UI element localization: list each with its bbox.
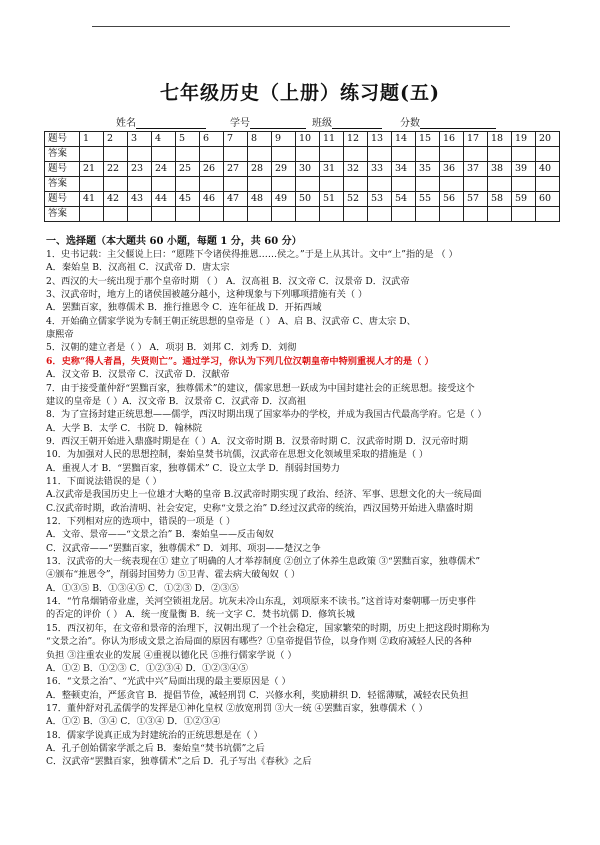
answer-cell[interactable] <box>488 177 512 192</box>
answer-cell[interactable] <box>320 147 344 162</box>
answer-cell[interactable] <box>296 147 320 162</box>
question-line: 12．下列相对应的选项中，错误的一项是（ ） <box>46 516 236 527</box>
answer-cell[interactable] <box>512 207 536 222</box>
question-line: 11．下面说法错误的是（ ） <box>46 475 162 487</box>
question-line: C．汉武帝——“罢黜百家，独尊儒术” D．刘邦、项羽——楚汉之争 <box>46 542 321 554</box>
question-line: “文景之治”。你认为形成文景之治局面的原因有哪些？①皇帝提倡节俭，以身作则 ②政府减轻人民的各种 <box>46 636 472 648</box>
question-number-cell: 54 <box>392 192 416 207</box>
answer-cell[interactable] <box>368 207 392 222</box>
question-line: 4．开始确立儒家学说为专制王朝正统思想的皇帝是（ ） A、启 B、汉武帝 C、唐太宗 D、 <box>46 315 416 327</box>
question-number-cell: 25 <box>176 162 200 177</box>
question-line: 7．由于接受董仲舒“罢黜百家，独尊儒术”的建议，儒家思想一跃成为中国封建社会的正统思想。接受这个 <box>46 382 475 394</box>
question-number-cell: 33 <box>368 162 392 177</box>
answer-cell[interactable] <box>392 177 416 192</box>
question-line: A．大学 B．太学 C．书院 D．翰林院 <box>46 422 202 434</box>
question-line: 3、汉武帝时，地方上的诸侯国被越分越小，这种现象与下列哪项措施有关（ ） <box>46 289 368 301</box>
name-field: 姓名 <box>116 114 206 129</box>
question-number-cell: 24 <box>152 162 176 177</box>
answer-row <box>45 147 560 162</box>
answer-cell[interactable] <box>272 147 296 162</box>
question-line: 17．董仲舒对孔孟儒学的发挥是①神化皇权 ②放宽刑罚 ③大一统 ④罢黜百家，独尊儒术（ ） <box>46 702 428 714</box>
question-line: 康熙帝 <box>46 329 74 341</box>
answer-cell[interactable] <box>368 147 392 162</box>
answer-cell[interactable] <box>344 207 368 222</box>
answer-cell[interactable] <box>152 147 176 162</box>
question-line: 1．史书记载：主父偃说上曰：“愿陛下令诸侯得推恩……侯之。”于是上从其计。文中“上”指的是 （ ） <box>46 249 458 260</box>
question-line: 8．为了宣扬封建正统思想——儒学，西汉时期出现了国家举办的学校，并成为我国古代最高学府。它是（ ） <box>46 409 487 421</box>
question-number-cell: 41 <box>80 192 104 207</box>
row-label: 答案 <box>45 207 80 222</box>
row-label: 题号 <box>45 162 80 177</box>
answer-cell[interactable] <box>536 177 560 192</box>
answer-cell[interactable] <box>80 207 104 222</box>
question-number-cell: 29 <box>272 162 296 177</box>
question-number-cell: 44 <box>152 192 176 207</box>
question-number-cell: 49 <box>272 192 296 207</box>
answer-cell[interactable] <box>464 177 488 192</box>
answer-cell[interactable] <box>176 207 200 222</box>
question-number-cell: 14 <box>392 132 416 147</box>
question-number-cell: 31 <box>320 162 344 177</box>
question-number-cell: 16 <box>440 132 464 147</box>
answer-row <box>45 177 560 192</box>
question-line: A．罢黜百家，独尊儒术 B．推行推恩令 C．连年征战 D．开拓西域 <box>46 302 322 314</box>
answer-table <box>44 131 560 222</box>
question-number-cell: 59 <box>512 192 536 207</box>
question-number-cell: 57 <box>464 192 488 207</box>
answer-cell[interactable] <box>512 147 536 162</box>
question-line: 9．西汉王朝开始进入鼎盛时期是在（ ）A．汉文帝时期 B．汉景帝时期 C．汉武帝时期 D．汉元帝时期 <box>46 435 468 447</box>
answer-cell[interactable] <box>104 177 128 192</box>
score-field: 分数 <box>400 114 496 129</box>
question-number-cell: 6 <box>200 132 224 147</box>
question-number-cell: 11 <box>320 132 344 147</box>
answer-cell[interactable] <box>224 147 248 162</box>
page-title: 七年级历史（上册）练习题(五) <box>160 82 440 104</box>
answer-cell[interactable] <box>392 147 416 162</box>
answer-cell[interactable] <box>416 177 440 192</box>
answer-cell[interactable] <box>416 207 440 222</box>
question-line: 16．“文景之治”、“光武中兴”局面出现的最主要原因是（ ） <box>46 676 291 688</box>
question-number-cell: 5 <box>176 132 200 147</box>
question-line: 15．西汉初年，在文帝和景帝的治理下，汉朝出现了一个社会稳定，国家繁荣的时期，历史上把这段时期称为 <box>46 622 490 634</box>
question-line: C．汉武帝“罢黜百家，独尊儒术”之后 D．孔子写出《春秋》之后 <box>46 756 312 768</box>
question-number-cell: 19 <box>512 132 536 147</box>
answer-cell[interactable] <box>464 147 488 162</box>
question-number-cell: 55 <box>416 192 440 207</box>
answer-cell[interactable] <box>296 177 320 192</box>
question-number-cell: 22 <box>104 162 128 177</box>
question-number-cell: 34 <box>392 162 416 177</box>
question-number-cell: 15 <box>416 132 440 147</box>
answer-cell[interactable] <box>176 147 200 162</box>
question-number-cell: 37 <box>464 162 488 177</box>
question-number-cell: 50 <box>296 192 320 207</box>
question-number-cell: 8 <box>248 132 272 147</box>
question-number-cell: 45 <box>176 192 200 207</box>
answer-cell[interactable] <box>440 147 464 162</box>
row-label: 题号 <box>45 192 80 207</box>
question-line: 14．“竹帛烟销帝业虚，关河空锁祖龙居。坑灰未冷山东乱，刘项原来不读书。”这首诗对秦朝哪一历史事件 <box>46 596 476 608</box>
top-rule <box>92 26 510 27</box>
question-line: A．①③⑤ B．①③④⑤ C．①②③ D．②③⑤ <box>46 582 239 594</box>
question-line: 6．史称“得人者昌，失贤则亡”。通过学习，你认为下列几位汉朝皇帝中特别重视人才的是（ ） <box>46 355 434 367</box>
question-line: A．秦始皇 B．汉高祖 C．汉武帝 D．唐太宗 <box>46 262 230 274</box>
question-line: A．汉文帝 B．汉景帝 C．汉武帝 D．汉献帝 <box>46 369 230 381</box>
answer-cell[interactable] <box>152 177 176 192</box>
question-number-cell: 20 <box>536 132 560 147</box>
answer-cell[interactable] <box>152 207 176 222</box>
answer-cell[interactable] <box>176 177 200 192</box>
question-number-cell: 52 <box>344 192 368 207</box>
row-label: 题号 <box>45 132 80 147</box>
question-number-cell: 18 <box>488 132 512 147</box>
question-number-cell: 32 <box>344 162 368 177</box>
answer-cell[interactable] <box>368 177 392 192</box>
answer-cell[interactable] <box>416 147 440 162</box>
answer-cell[interactable] <box>320 177 344 192</box>
question-line: A．①② B．③④ C．①③④ D．①②③④ <box>46 716 221 728</box>
question-number-cell: 39 <box>512 162 536 177</box>
question-line: 13．汉武帝的大一统表现在① 建立了明确的人才举荐制度 ②创立了休养生息政策 ③“罢黜百家，独尊儒术” <box>46 556 481 568</box>
answer-cell[interactable] <box>128 177 152 192</box>
question-number-row <box>45 132 560 147</box>
answer-cell[interactable] <box>536 207 560 222</box>
question-line: ④颁布“推恩令”，削弱封国势力 ⑤卫青、霍去病大破匈奴（ ） <box>46 569 301 581</box>
question-number-cell: 9 <box>272 132 296 147</box>
question-number-cell: 58 <box>488 192 512 207</box>
question-line: C.汉武帝时期，政治清明、社会安定，史称“文景之治” D.经过汉武帝的统治，西汉国势开始进入鼎盛时期 <box>46 502 473 514</box>
answer-cell[interactable] <box>464 207 488 222</box>
answer-cell[interactable] <box>488 207 512 222</box>
question-number-cell: 1 <box>80 132 104 147</box>
question-number-cell: 12 <box>344 132 368 147</box>
answer-cell[interactable] <box>104 207 128 222</box>
question-number-row <box>45 192 560 207</box>
question-number-cell: 56 <box>440 192 464 207</box>
question-number-cell: 40 <box>536 162 560 177</box>
question-number-row <box>45 162 560 177</box>
section-heading: 一、选择题（本大题共 60 小题，每题 1 分，共 60 分） <box>46 236 302 247</box>
answer-cell[interactable] <box>488 147 512 162</box>
question-line: A．①② B．①②③ C．①②③④ D．①②③④⑤ <box>46 662 248 674</box>
question-line: A．文帝、景帝——“文景之治” B．秦始皇——反击匈奴 <box>46 529 274 541</box>
answer-cell[interactable] <box>248 207 272 222</box>
question-number-cell: 2 <box>104 132 128 147</box>
row-label: 答案 <box>45 147 80 162</box>
question-number-cell: 28 <box>248 162 272 177</box>
question-number-cell: 23 <box>128 162 152 177</box>
question-number-cell: 42 <box>104 192 128 207</box>
answer-cell[interactable] <box>128 147 152 162</box>
answer-cell[interactable] <box>248 177 272 192</box>
question-number-cell: 21 <box>80 162 104 177</box>
answer-cell[interactable] <box>104 147 128 162</box>
answer-cell[interactable] <box>536 147 560 162</box>
answer-cell[interactable] <box>272 177 296 192</box>
question-number-cell: 4 <box>152 132 176 147</box>
question-number-cell: 30 <box>296 162 320 177</box>
question-number-cell: 17 <box>464 132 488 147</box>
question-number-cell: 36 <box>440 162 464 177</box>
question-line: 建议的皇帝是（ ）A．汉文帝 B．汉景帝 C．汉武帝 D．汉高祖 <box>46 395 306 407</box>
question-number-cell: 47 <box>224 192 248 207</box>
question-line: 10．为加强对人民的思想控制，秦始皇焚书坑儒，汉武帝在思想文化领域里采取的措施是（ ） <box>46 449 429 461</box>
question-number-cell: 43 <box>128 192 152 207</box>
answer-cell[interactable] <box>128 207 152 222</box>
answer-cell[interactable] <box>440 207 464 222</box>
question-number-cell: 3 <box>128 132 152 147</box>
answer-cell[interactable] <box>200 207 224 222</box>
answer-cell[interactable] <box>224 177 248 192</box>
question-line: A．整顿吏治，严惩贪官 B．提倡节俭，减轻刑罚 C．兴修水利，奖励耕织 D．轻徭薄赋，减轻农民负担 <box>46 689 469 701</box>
answer-cell[interactable] <box>512 177 536 192</box>
question-number-cell: 7 <box>224 132 248 147</box>
question-number-cell: 13 <box>368 132 392 147</box>
answer-cell[interactable] <box>320 207 344 222</box>
class-field: 班级 <box>312 114 382 129</box>
question-line: A．孔子创始儒家学派之后 B．秦始皇“焚书坑儒”之后 <box>46 742 265 754</box>
question-number-cell: 51 <box>320 192 344 207</box>
row-label: 答案 <box>45 177 80 192</box>
question-number-cell: 46 <box>200 192 224 207</box>
answer-cell[interactable] <box>440 177 464 192</box>
answer-cell[interactable] <box>296 207 320 222</box>
answer-cell[interactable] <box>224 207 248 222</box>
answer-cell[interactable] <box>248 147 272 162</box>
question-number-cell: 27 <box>224 162 248 177</box>
question-number-cell: 38 <box>488 162 512 177</box>
question-line: 18．儒家学说真正成为封建统治的正统思想是在（ ） <box>46 729 263 741</box>
answer-cell[interactable] <box>344 177 368 192</box>
answer-cell[interactable] <box>272 207 296 222</box>
answer-cell[interactable] <box>80 177 104 192</box>
question-line: 5．汉朝的建立者是（ ） A．项羽 B．刘邦 C．刘秀 D．刘彻 <box>46 342 297 354</box>
question-number-cell: 35 <box>416 162 440 177</box>
question-number-cell: 26 <box>200 162 224 177</box>
question-line: 2、西汉的大一统出现于那个皇帝时期 （ ） A．汉高祖 B．汉文帝 C．汉景帝 D．汉武帝 <box>46 275 410 287</box>
question-line: 负担 ③注重农业的发展 ④重视以德化民 ⑤推行儒家学说（ ） <box>46 649 297 661</box>
question-line: 的否定的评价（ ） A．统一度量衡 B．统一文字 C．焚书坑儒 D．修筑长城 <box>46 609 355 621</box>
answer-cell[interactable] <box>392 207 416 222</box>
question-number-cell: 60 <box>536 192 560 207</box>
question-number-cell: 10 <box>296 132 320 147</box>
question-line: A．重视人才 B．“罢黜百家，独尊儒术” C．设立太学 D．削弱封国势力 <box>46 462 340 474</box>
question-number-cell: 48 <box>248 192 272 207</box>
answer-row <box>45 207 560 222</box>
answer-cell[interactable] <box>80 147 104 162</box>
answer-cell[interactable] <box>344 147 368 162</box>
id-field: 学号 <box>230 114 306 129</box>
answer-cell[interactable] <box>200 177 224 192</box>
answer-cell[interactable] <box>200 147 224 162</box>
question-number-cell: 53 <box>368 192 392 207</box>
question-line: A.汉武帝是我国历史上一位雄才大略的皇帝 B.汉武帝时期实现了政治、经济、军事、思想文化的大一统局面 <box>46 489 482 501</box>
